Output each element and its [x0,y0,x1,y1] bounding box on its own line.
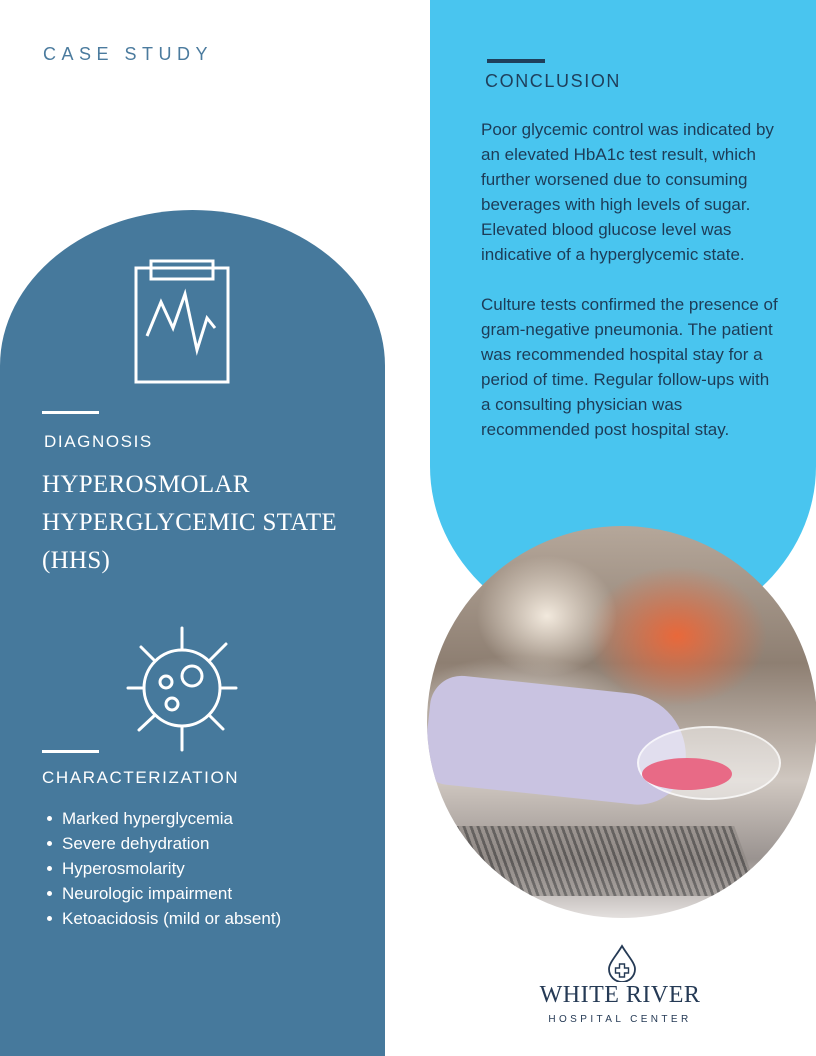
conclusion-divider [487,59,545,63]
characterization-list [44,806,281,931]
characterization-label: CHARACTERIZATION [42,768,240,787]
conclusion-paragraph: Poor glycemic control was indicated by an elevated HbA1c test result, which further worsened due to consuming beverages with high levels of sugar. Elevated blood glucose level was indicative of a hyperglycemic state. [481,120,774,264]
brand-subtitle: HOSPITAL CENTER [548,1014,692,1025]
photo-culture [642,758,732,790]
conclusion-body [481,117,781,467]
clipboard-ecg-icon [133,258,231,386]
page-header-label: CASE STUDY [43,44,214,64]
conclusion-label: CONCLUSION [485,71,622,91]
list-item: Hyperosmolarity [44,856,281,881]
diagnosis-divider [42,411,99,414]
characterization-divider [42,750,99,753]
lab-photo [427,526,816,918]
photo-grid [434,826,759,896]
list-item: Neurologic impairment [44,881,281,906]
list-item: Severe dehydration [44,831,281,856]
bacteria-icon [126,626,238,752]
diagnosis-title: HYPEROSMOLAR HYPERGLYCEMIC STATE (HHS) [42,471,337,574]
list-item: Marked hyperglycemia [44,806,281,831]
brand-name: WHITE RIVER [539,982,701,1008]
list-item: Ketoacidosis (mild or absent) [44,906,281,931]
conclusion-paragraph: Culture tests confirmed the presence of gram-negative pneumonia. The patient was recommended hospital stay for a period of time. Regular follow-ups with a consulting physician was recommended post hospital stay. [481,295,778,439]
drop-cross-icon [606,944,638,982]
diagnosis-label: DIAGNOSIS [44,432,153,451]
